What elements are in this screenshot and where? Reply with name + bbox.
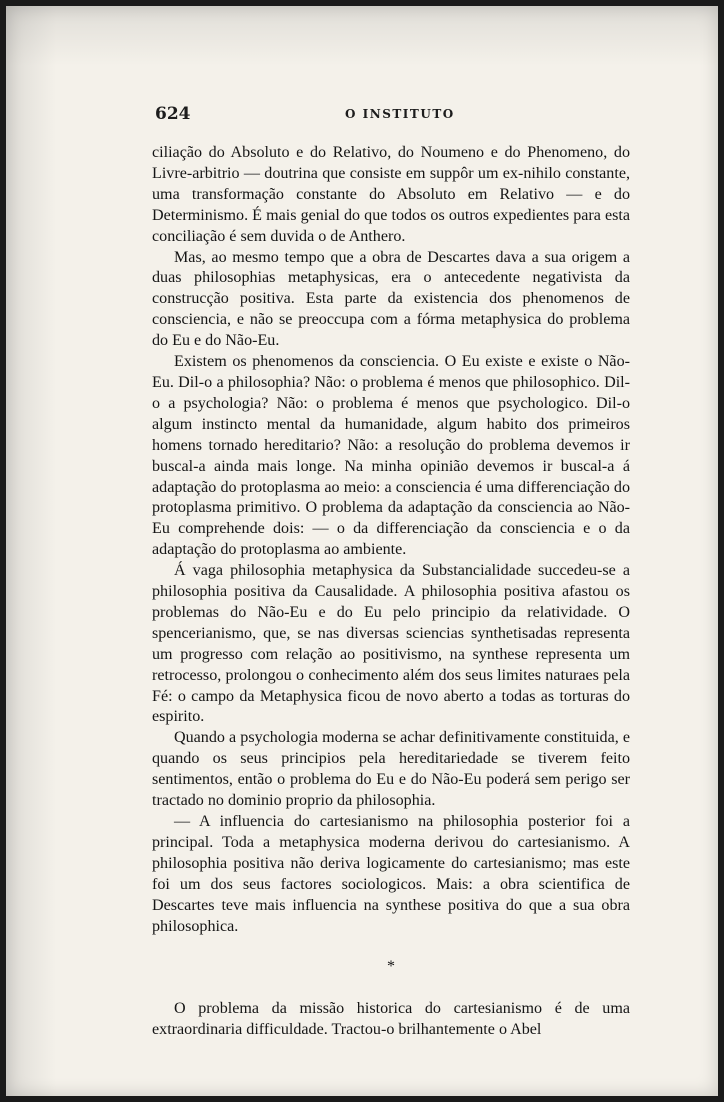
paragraph-3: Existem os phenomenos da consciencia. O Eu existe e existe o Não-Eu. Dil-o a philosophia? Não: o problema é menos que philosophico. Dil-o a psychologia? Não: o problema é menos que psychologico. Dil-o algum instincto mental da humanidade, algum habito dos primeiros homens tornado hereditario? Não: a resolução do problema devemos ir buscal-a ainda mais longe. Na minha opinião devemos ir buscal-a á adaptação do protoplasma ao meio: a consciencia é uma differenciação do protoplasma primitivo. O problema da adaptação da consciencia ao Não-Eu comprehende dois: — o da differenciação da consciencia e o da adaptação do protoplasma ao ambiente. bbox=[152, 353, 630, 559]
page-number: 624 bbox=[155, 104, 191, 124]
scan-shadow-top bbox=[6, 6, 718, 66]
paragraph-6: — A influencia do cartesianismo na philosophia posterior foi a principal. Toda a metaphysica moderna derivou do cartesianismo. A philosophia positiva não deriva logicamente do cartesianismo; mas este foi um dos seus factores sociologicos. Mais: a obra scientifica de Descartes teve mais influencia na synthese positiva do que a sua obra philosophica. bbox=[152, 813, 630, 935]
running-title: O INSTITUTO bbox=[345, 107, 455, 121]
closing-paragraph: O problema da missão historica do cartesianismo é de uma extraordinaria difficuldade. Tractou-o brilhantemente o Abel bbox=[152, 1000, 630, 1039]
paragraph-1: ciliação do Absoluto e do Relativo, do Noumeno e do Phenomeno, do Livre-arbitrio — doutrina que consiste em suppôr um ex-nihilo constante, uma transformação constante do Absoluto em Relativo — e do Determinismo. É mais genial do que todos os outros expedientes para esta conciliação é sem duvida o de Anthero. bbox=[152, 144, 630, 245]
paragraph-5: Quando a psychologia moderna se achar definitivamente constituida, e quando os seus principios pela hereditariedade se tiverem feito sentimentos, então o problema do Eu e do Não-Eu poderá sem perigo ser tractado no dominio proprio da philosophia. bbox=[152, 729, 630, 810]
paragraph-4: Á vaga philosophia metaphysica da Substancialidade succedeu-se a philosophia positiva da Causalidade. A philosophia positiva afastou os problemas do Não-Eu e do Eu pelo principio da relatividade. O spencerianismo, que, se nas diversas sciencias synthetisadas representa um progresso com relação ao positivismo, na synthese representa um retrocesso, prolongou o conhecimento além dos seus limites naturaes pela Fé: o campo da Metaphysica ficou de novo aberto a todas as torturas do espirito. bbox=[152, 562, 630, 726]
page-header bbox=[155, 104, 625, 128]
paragraph-2: Mas, ao mesmo tempo que a obra de Descartes dava a sua origem a duas philosophias metaphysicas, era o antecedente negativista da construcção positiva. Esta parte da existencia dos phenomenos de consciencia, e não se preoccupa com a fórma metaphysica do problema do Eu e do Não-Eu. bbox=[152, 248, 630, 350]
section-separator: * bbox=[387, 958, 395, 976]
scanned-page bbox=[6, 6, 718, 1096]
scan-shadow-left bbox=[6, 6, 56, 1096]
body-text bbox=[152, 143, 630, 1041]
